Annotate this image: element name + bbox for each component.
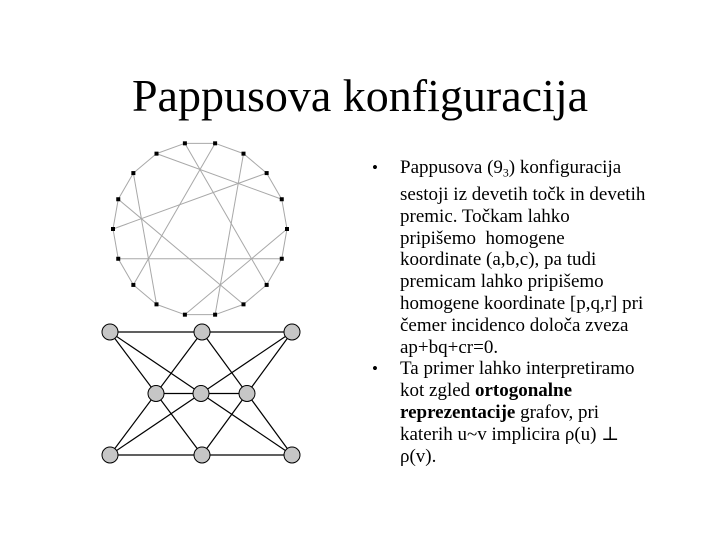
graph-edge [133, 143, 215, 285]
graph-edge [244, 154, 267, 173]
bullet-line [400, 293, 645, 315]
subscript-run: 3 [502, 166, 509, 180]
bullet-line [400, 206, 645, 228]
graph-vertex [285, 227, 289, 231]
bullet-line [400, 157, 645, 184]
text-run: sestoji iz devetih točk in devetih [400, 184, 646, 206]
bullet-line [400, 358, 635, 380]
graph-vertex [111, 227, 115, 231]
graph-vertex [155, 302, 159, 306]
bullet-line [400, 228, 645, 250]
text-run: katerih u~v implicira ρ(u) ⊥ [400, 423, 620, 445]
graph-vertex [213, 141, 217, 145]
bold-run: ortogonalne [474, 380, 573, 402]
text-run: kot zgled [400, 380, 475, 402]
graph-edge [157, 154, 282, 200]
bullet-line [400, 424, 635, 446]
graph-edge [215, 304, 243, 314]
bullet-line [400, 249, 645, 271]
text-run: pripišemo homogene [400, 227, 565, 249]
configuration-point [102, 447, 118, 463]
graph-vertex [131, 171, 135, 175]
graph-edge [118, 173, 133, 199]
graph-edge [185, 229, 287, 315]
configuration-point [102, 324, 118, 340]
bullet-line [400, 337, 645, 359]
slide-title: Pappusova konfiguracija [131, 70, 589, 121]
bullet-line [400, 380, 635, 402]
text-run: čemer incidenco določa zveza [400, 314, 629, 336]
bullet-item [372, 358, 704, 467]
graph-edge [282, 229, 287, 259]
graph-vertex [242, 302, 246, 306]
graph-edge [133, 154, 156, 173]
graph-edge [118, 259, 133, 285]
graph-edge [113, 199, 118, 229]
graph-vertex [265, 171, 269, 175]
graph-vertex [280, 197, 284, 201]
bullet-lines [400, 157, 645, 358]
text-run: Pappusova (9 [400, 157, 503, 178]
text-run: premicam lahko pripišemo [400, 271, 604, 293]
graph-vertex [242, 152, 246, 156]
graph-edge [185, 143, 267, 285]
graph-vertex [116, 197, 120, 201]
graph-edge [113, 173, 267, 229]
graph-edge [157, 304, 185, 314]
text-run: ap+bq+cr=0. [400, 336, 499, 358]
configuration-point [284, 324, 300, 340]
pappus-configuration-graph [102, 324, 300, 463]
configuration-point [193, 386, 209, 402]
graph-vertex [155, 152, 159, 156]
bullet-lines [400, 358, 635, 467]
bullet-line [400, 446, 635, 468]
configuration-point [194, 324, 210, 340]
configuration-point [239, 386, 255, 402]
text-run: ) konfiguracija [508, 157, 622, 178]
bullet-line [400, 315, 645, 337]
configuration-point [194, 447, 210, 463]
graph-edge [215, 143, 243, 153]
levi-graph [111, 141, 289, 316]
graph-edge [133, 173, 156, 304]
graph-edge [282, 199, 287, 229]
text-run: Ta primer lahko interpretiramo [400, 358, 635, 380]
graph-edge [157, 143, 185, 153]
graph-edge [267, 173, 282, 199]
graph-edge [244, 285, 267, 304]
graph-edge [113, 229, 118, 259]
graph-vertex [265, 283, 269, 287]
graph-vertex [131, 283, 135, 287]
bullet-item [372, 157, 704, 358]
bullet-dot-icon: • [372, 359, 378, 379]
configuration-point [148, 386, 164, 402]
graph-edge [267, 259, 282, 285]
graph-edge [133, 285, 156, 304]
bullet-text-block [372, 157, 704, 467]
bullet-dot-icon: • [372, 158, 378, 177]
bold-run: reprezentacije [400, 402, 516, 424]
graph-vertex [183, 141, 187, 145]
graph-vertex [183, 313, 187, 317]
text-run: ρ(v). [400, 445, 437, 467]
text-run: grafov, pri [515, 402, 600, 424]
text-run: koordinate (a,b,c), pa tudi [400, 249, 597, 271]
bullet-line [400, 402, 635, 424]
bullet-line [400, 271, 645, 293]
graph-vertex [213, 313, 217, 317]
text-run: premic. Točkam lahko [400, 205, 570, 227]
graph-edge [215, 154, 243, 315]
bullet-line [400, 184, 645, 206]
configuration-point [284, 447, 300, 463]
graph-vertex [280, 257, 284, 261]
text-run: homogene koordinate [p,q,r] pri [400, 293, 644, 315]
graph-vertex [116, 257, 120, 261]
